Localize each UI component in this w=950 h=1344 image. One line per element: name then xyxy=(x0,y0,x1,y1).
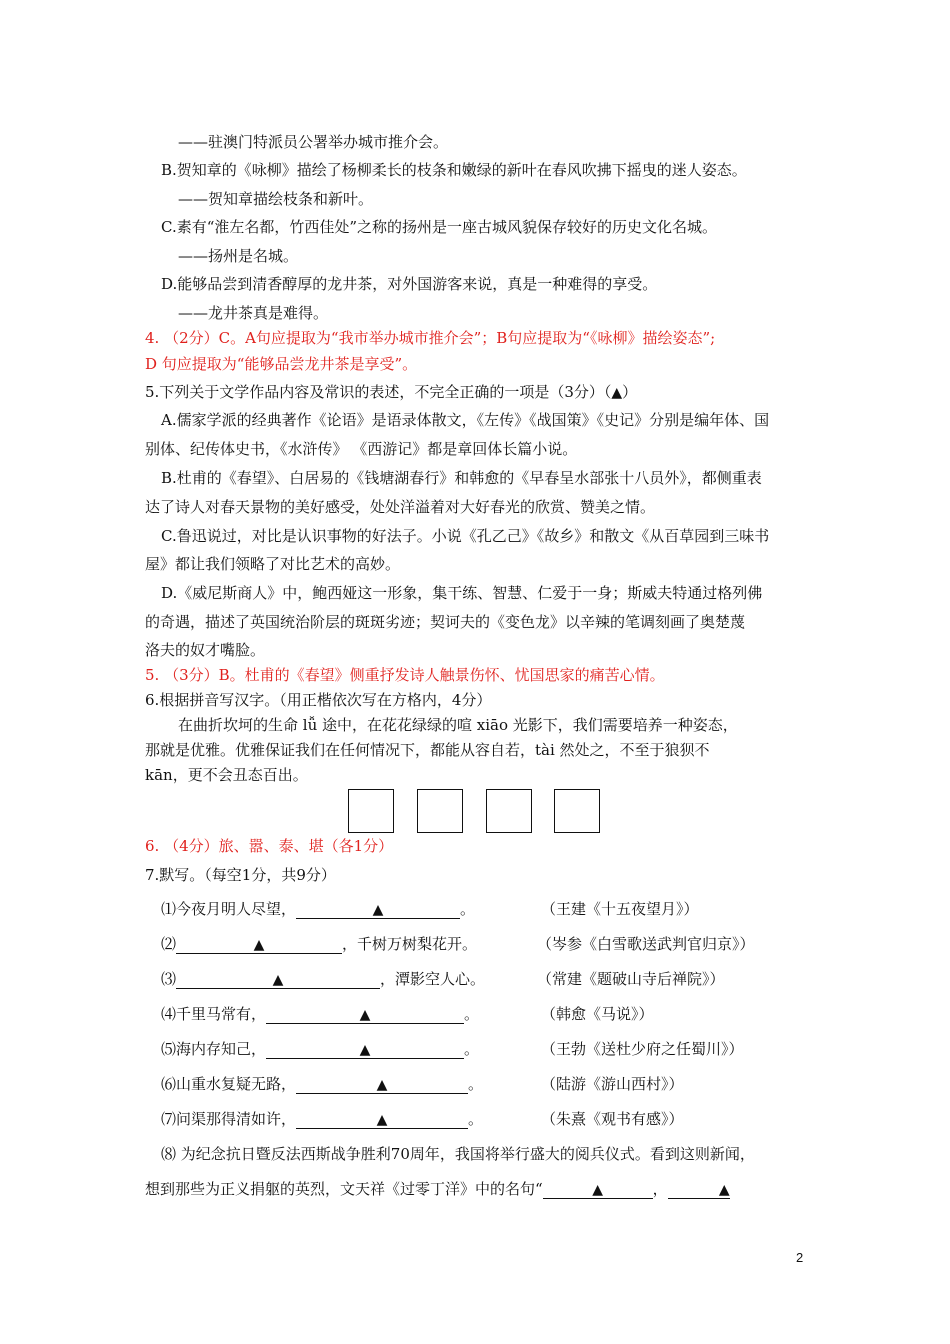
q4-option-b: B.贺知章的《咏柳》描绘了杨柳柔长的枝条和嫩绿的新叶在春风吹拂下摇曳的迷人姿态。 xyxy=(161,161,747,179)
q4-option-a-summary: ——驻澳门特派员公署举办城市推介会。 xyxy=(178,133,449,151)
q7-source-1: （王建《十五夜望月》） xyxy=(541,900,699,918)
q7-item-3: ⑶ ▲ ，潭影空人心。 xyxy=(161,970,486,988)
fill-blank[interactable]: ▲ xyxy=(176,935,342,954)
answer-box-2[interactable] xyxy=(417,789,463,833)
q7-source-3: （常建《题破山寺后禅院》） xyxy=(537,970,725,988)
fill-blank[interactable]: ▲ xyxy=(543,1180,653,1199)
q5-option-d: D.《威尼斯商人》中，鲍西娅这一形象，集干练、智慧、仁爱于一身；斯威夫特通过格列佛 xyxy=(161,584,763,602)
q4-option-d: D.能够品尝到清香醇厚的龙井茶，对外国游客来说，真是一种难得的享受。 xyxy=(161,275,658,293)
q6-stem: 6.根据拼音写汉字。（用正楷依次写在方格内，4分） xyxy=(145,691,492,709)
q5-option-d-cont2: 洛夫的奴才嘴脸。 xyxy=(145,641,266,659)
q7-item-5: ⑸海内存知己， ▲ 。 xyxy=(161,1040,480,1058)
q5-option-c: C.鲁迅说过，对比是认识事物的好法子。小说《孔乙己》《故乡》和散文《从百草园到三味书 xyxy=(161,527,770,545)
q7-item-6: ⑹山重水复疑无路， ▲ 。 xyxy=(161,1075,484,1093)
answer-box-4[interactable] xyxy=(554,789,600,833)
q6-passage-line3: kān，更不会丑态百出。 xyxy=(145,766,308,784)
q5-option-a: A.儒家学派的经典著作《论语》是语录体散文，《左传》《战国策》《史记》分别是编年体、国 xyxy=(161,411,770,429)
q7-source-4: （韩愈《马说》） xyxy=(541,1005,654,1023)
q7-source-6: （陆游《游山西村》） xyxy=(541,1075,684,1093)
q4-answer-line2: D 句应提取为“能够品尝龙井茶是享受”。 xyxy=(145,355,418,373)
q6-passage-line1: 在曲折坎坷的生命 lǚ 途中，在花花绿绿的喧 xiāo 光影下，我们需要培养一种姿态， xyxy=(178,716,738,734)
answer-box-1[interactable] xyxy=(348,789,394,833)
q7-source-2: （岑参《白雪歌送武判官归京》） xyxy=(537,935,755,953)
q5-answer: 5. （3分）B。杜甫的《春望》侧重抒发诗人触景伤怀、忧国思家的痛苦心情。 xyxy=(145,666,665,684)
q7-item-2: ⑵ ▲ ，千树万树梨花开。 xyxy=(161,935,478,953)
q7-item-8-line1: ⑻ 为纪念抗日暨反法西斯战争胜利70周年，我国将举行盛大的阅兵仪式。看到这则新闻， xyxy=(161,1145,755,1163)
q4-answer-line1: 4. （2分）C。A句应提取为“我市举办城市推介会”；B句应提取为“《咏柳》描绘姿态”; xyxy=(145,329,716,347)
q4-option-c-summary: ——扬州是名城。 xyxy=(178,247,299,265)
fill-blank[interactable]: ▲ xyxy=(266,1040,464,1059)
q5-option-d-cont: 的奇遇，描述了英国统治阶层的斑斑劣迹；契诃夫的《变色龙》以辛辣的笔调刻画了奥楚蔑 xyxy=(145,613,746,631)
q5-option-b: B.杜甫的《春望》、白居易的《钱塘湖春行》和韩愈的《早春呈水部张十八员外》，都侧重表 xyxy=(161,469,762,487)
q7-item-7: ⑺问渠那得清如许， ▲ 。 xyxy=(161,1110,484,1128)
q6-answer: 6. （4分）旅、嚣、泰、堪（各1分） xyxy=(145,837,394,855)
fill-blank[interactable]: ▲ xyxy=(296,1075,468,1094)
q6-passage-line2: 那就是优雅。优雅保证我们在任何情况下，都能从容自若，tài 然处之，不至于狼狈不 xyxy=(145,741,710,759)
q5-stem: 5.下列关于文学作品内容及常识的表述，不完全正确的一项是（3分）（▲） xyxy=(145,383,638,401)
fill-blank[interactable]: ▲ xyxy=(296,1110,468,1129)
q4-option-d-summary: ——龙井茶真是难得。 xyxy=(178,304,329,322)
q4-option-c: C.素有“淮左名都，竹西佳处”之称的扬州是一座古城风貌保存较好的历史文化名城。 xyxy=(161,218,718,236)
q5-option-a-cont: 别体、纪传体史书，《水浒传》 《西游记》都是章回体长篇小说。 xyxy=(145,440,578,458)
q5-option-b-cont: 达了诗人对春天景物的美好感受，处处洋溢着对大好春光的欣赏、赞美之情。 xyxy=(145,498,656,516)
q5-option-c-cont: 屋》都让我们领略了对比艺术的高妙。 xyxy=(145,555,401,573)
q7-source-5: （王勃《送杜少府之任蜀川》） xyxy=(541,1040,744,1058)
fill-blank[interactable]: ▲ xyxy=(668,1180,730,1199)
q7-stem: 7.默写。（每空1分，共9分） xyxy=(145,866,336,884)
q7-item-4: ⑷千里马常有， ▲ 。 xyxy=(161,1005,480,1023)
answer-box-3[interactable] xyxy=(486,789,532,833)
fill-blank[interactable]: ▲ xyxy=(296,900,460,919)
q7-source-7: （朱熹《观书有感》） xyxy=(541,1110,684,1128)
q7-item-1: ⑴今夜月明人尽望， ▲ 。 xyxy=(161,900,476,918)
q4-option-b-summary: ——贺知章描绘枝条和新叶。 xyxy=(178,190,374,208)
fill-blank[interactable]: ▲ xyxy=(176,970,380,989)
page-number: 2 xyxy=(796,1250,804,1265)
fill-blank[interactable]: ▲ xyxy=(266,1005,464,1024)
answer-marker: ▲ xyxy=(611,385,623,401)
q7-item-8-line2: 想到那些为正义捐躯的英烈，文天祥《过零丁洋》中的名句“ ▲ ， ▲ xyxy=(145,1180,730,1198)
